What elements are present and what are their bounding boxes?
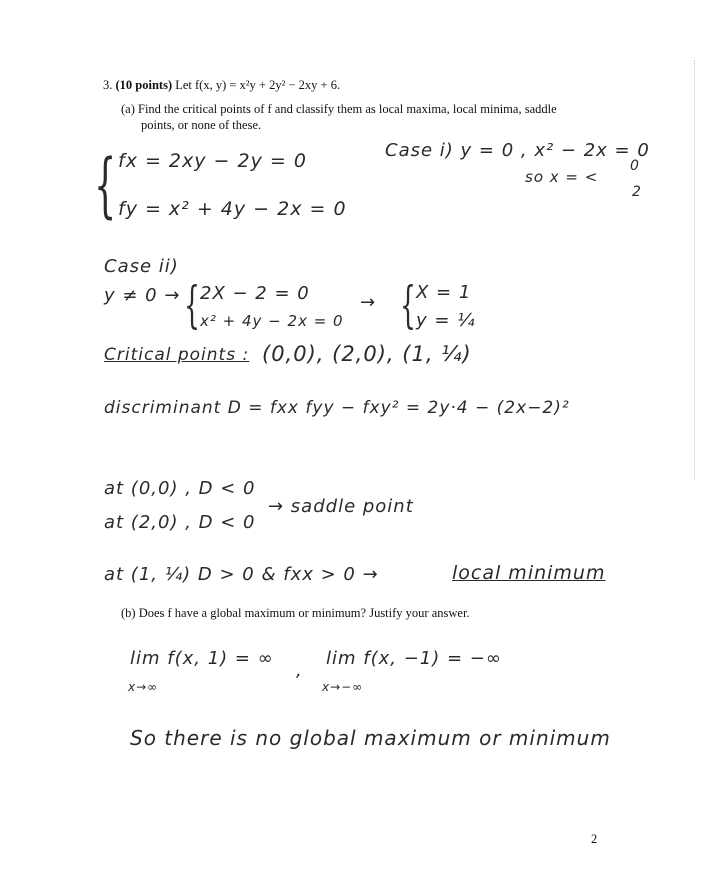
- limit-2: lim f(x, −1) = −∞: [326, 648, 502, 669]
- local-minimum: local minimum: [452, 562, 606, 584]
- case-i-so: so x = <: [525, 168, 599, 186]
- saddle-point: → saddle point: [268, 496, 414, 517]
- problem-statement: Let f(x, y) = x²y + 2y² − 2xy + 6.: [175, 78, 341, 92]
- conclusion: So there is no global maximum or minimum: [130, 726, 611, 750]
- critical-points-label: Critical points :: [104, 345, 250, 365]
- solution-y: y = ¼: [416, 310, 476, 331]
- fy-equation: fy = x² + 4y − 2x = 0: [118, 198, 347, 220]
- solution-brace: {: [400, 276, 416, 334]
- case-i: Case i) y = 0 , x² − 2x = 0: [385, 140, 650, 161]
- scan-edge: [694, 60, 696, 480]
- system-brace: {: [94, 144, 117, 226]
- page-number: 2: [591, 832, 598, 846]
- part-a-line2: points, or none of these.: [141, 118, 262, 132]
- arrow: →: [360, 292, 377, 313]
- case-ii-eq1: 2X − 2 = 0: [200, 283, 310, 304]
- case-ii-brace: {: [184, 276, 200, 334]
- part-a-line1: (a) Find the critical points of f and classify them as local maxima, local minima, saddle: [121, 102, 557, 116]
- at-2-0: at (2,0) , D < 0: [104, 512, 256, 533]
- case-ii: Case ii): [104, 256, 179, 277]
- fx-equation: fx = 2xy − 2y = 0: [118, 150, 307, 172]
- at-1-quarter: at (1, ¼) D > 0 & fxx > 0 →: [104, 564, 379, 585]
- case-ii-condition: y ≠ 0 →: [104, 285, 181, 306]
- discriminant: discriminant D = fxx fyy − fxy² = 2y·4 − (2x−2)²: [104, 398, 570, 418]
- critical-points-values: (0,0), (2,0), (1, ¼): [262, 342, 472, 366]
- problem-header: [103, 78, 340, 93]
- problem-number: 3.: [103, 78, 113, 92]
- at-0-0: at (0,0) , D < 0: [104, 478, 256, 499]
- solution-x: X = 1: [416, 282, 472, 303]
- limit-separator: ,: [296, 660, 303, 681]
- limit-2-subscript: x→−∞: [322, 680, 364, 694]
- problem-points: (10 points): [115, 78, 173, 92]
- part-b: (b) Does f have a global maximum or minimum? Justify your answer.: [121, 606, 470, 620]
- limit-1: lim f(x, 1) = ∞: [130, 648, 274, 669]
- case-i-x0: 0: [630, 158, 640, 174]
- case-ii-eq2: x² + 4y − 2x = 0: [200, 312, 344, 330]
- case-i-x2: 2: [632, 184, 642, 200]
- limit-1-subscript: x→∞: [128, 680, 159, 694]
